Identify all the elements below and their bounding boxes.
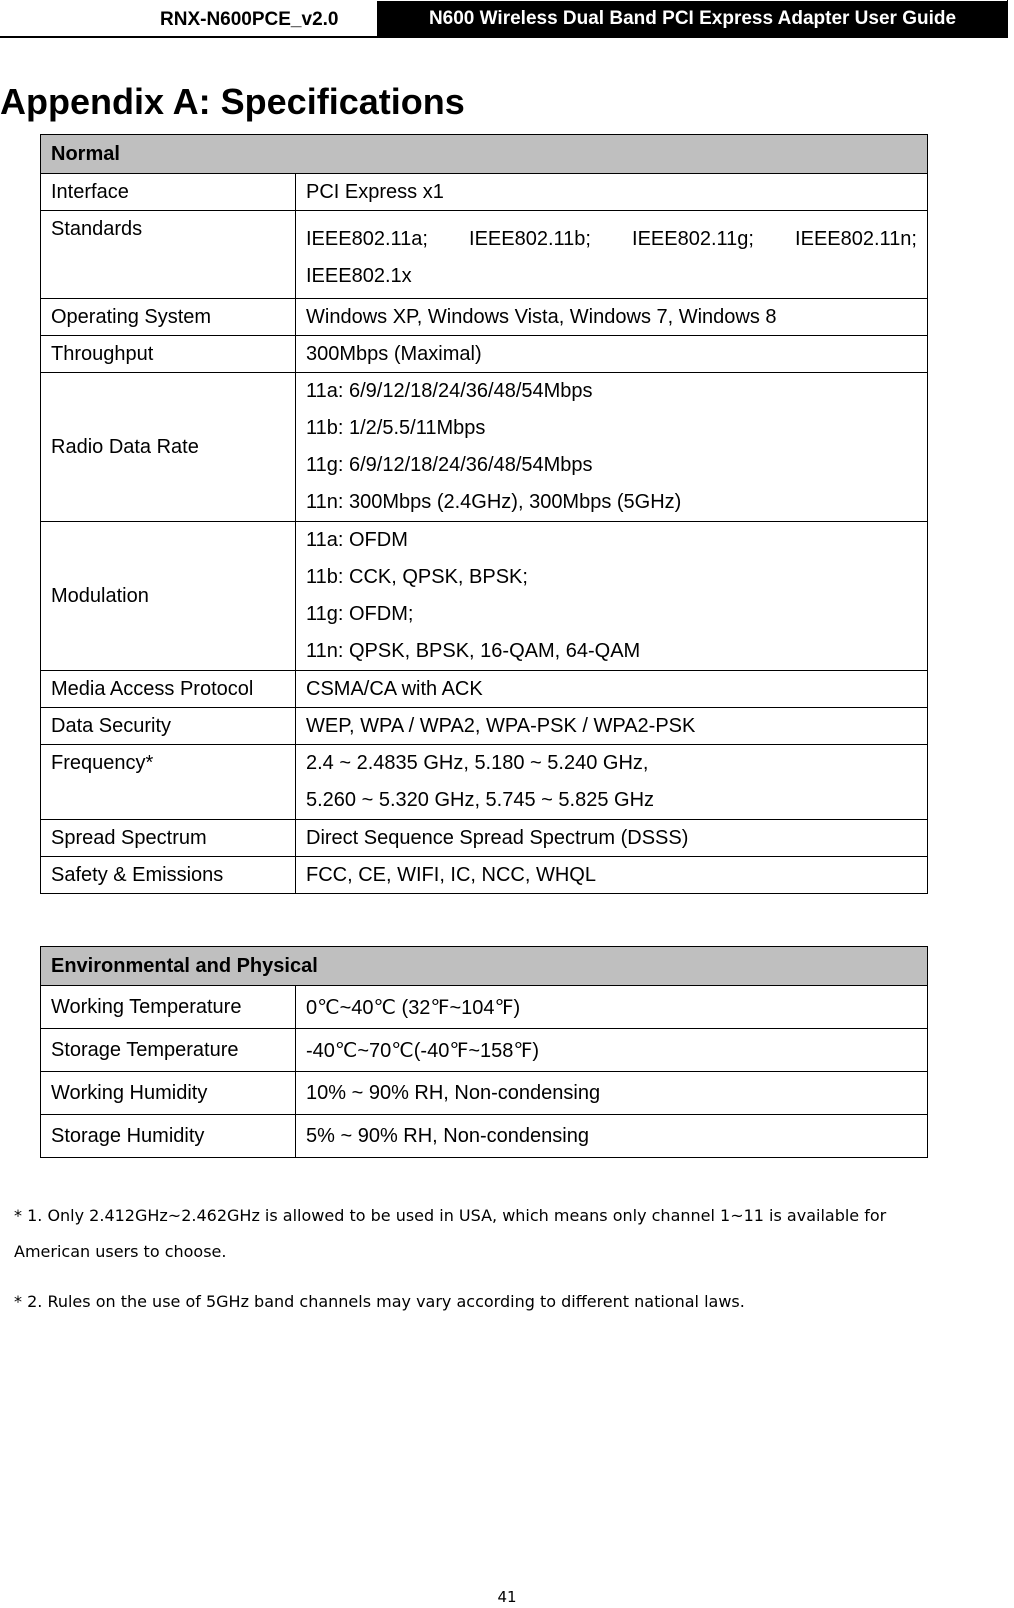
spread-value: Direct Sequence Spread Spectrum (DSSS) xyxy=(296,820,928,857)
env-label: Storage Humidity xyxy=(41,1115,296,1158)
env-label: Storage Temperature xyxy=(41,1029,296,1072)
safety-label: Safety & Emissions xyxy=(41,857,296,894)
footnote-2: * 2. Rules on the use of 5GHz band channels may vary according to different national laws. xyxy=(14,1292,745,1311)
frequency-label: Frequency* xyxy=(51,752,154,774)
environment-spec-table xyxy=(40,946,928,1158)
table-row xyxy=(41,373,928,522)
modulation-label: Modulation xyxy=(41,522,296,671)
table-row xyxy=(41,1072,928,1115)
env-value: 5% ~ 90% RH, Non-condensing xyxy=(296,1115,928,1158)
env-value: 10% ~ 90% RH, Non-condensing xyxy=(296,1072,928,1115)
env-value: 0℃~40℃ (32℉~104℉) xyxy=(296,986,928,1029)
radio-line-1: 11a: 6/9/12/18/24/36/48/54Mbps xyxy=(306,380,593,402)
header-title: N600 Wireless Dual Band PCI Express Adapter User Guide xyxy=(377,1,1008,37)
spread-label: Spread Spectrum xyxy=(41,820,296,857)
table-header-row xyxy=(41,947,928,986)
table-header-row xyxy=(41,135,928,174)
table-row xyxy=(41,299,928,336)
modulation-line-3: 11g: OFDM; xyxy=(306,603,414,625)
safety-value: FCC, CE, WIFI, IC, NCC, WHQL xyxy=(296,857,928,894)
table-row xyxy=(41,857,928,894)
radio-line-4: 11n: 300Mbps (2.4GHz), 300Mbps (5GHz) xyxy=(306,491,682,513)
table-row xyxy=(41,522,928,671)
footnotes xyxy=(14,1198,934,1320)
modulation-line-1: 11a: OFDM xyxy=(306,529,408,551)
env-label: Working Humidity xyxy=(41,1072,296,1115)
interface-label: Interface xyxy=(41,174,296,211)
interface-value: PCI Express x1 xyxy=(296,174,928,211)
page-header xyxy=(0,0,1014,38)
table-row xyxy=(41,820,928,857)
table-row xyxy=(41,1029,928,1072)
table-row xyxy=(41,211,928,299)
radio-value-cell xyxy=(296,373,928,522)
radio-line-2: 11b: 1/2/5.5/11Mbps xyxy=(306,417,486,439)
env-label: Working Temperature xyxy=(41,986,296,1029)
normal-heading: Normal xyxy=(41,135,928,174)
throughput-value: 300Mbps (Maximal) xyxy=(296,336,928,373)
standards-label: Standards xyxy=(51,218,143,240)
table-row xyxy=(41,1115,928,1158)
normal-spec-table xyxy=(40,134,928,894)
os-label: Operating System xyxy=(41,299,296,336)
throughput-label: Throughput xyxy=(41,336,296,373)
header-model: RNX-N600PCE_v2.0 xyxy=(160,9,339,30)
modulation-line-2: 11b: CCK, QPSK, BPSK; xyxy=(306,566,528,588)
map-value: CSMA/CA with ACK xyxy=(296,671,928,708)
standards-line-2: IEEE802.1x xyxy=(306,264,412,287)
radio-label: Radio Data Rate xyxy=(41,373,296,522)
header-rule xyxy=(0,36,1008,38)
standards-label-cell xyxy=(41,211,296,299)
os-value: Windows XP, Windows Vista, Windows 7, Windows 8 xyxy=(296,299,928,336)
table-row xyxy=(41,708,928,745)
table-row xyxy=(41,745,928,820)
page-number: 41 xyxy=(497,1588,517,1606)
frequency-value-cell xyxy=(296,745,928,820)
modulation-line-4: 11n: QPSK, BPSK, 16-QAM, 64-QAM xyxy=(306,640,641,662)
table-row xyxy=(41,336,928,373)
security-label: Data Security xyxy=(41,708,296,745)
page-title: Appendix A: Specifications xyxy=(0,81,465,122)
frequency-line-1: 2.4 ~ 2.4835 GHz, 5.180 ~ 5.240 GHz, xyxy=(306,752,649,774)
env-value: -40℃~70℃(-40℉~158℉) xyxy=(296,1029,928,1072)
standards-line-1: IEEE802.11a; IEEE802.11b; IEEE802.11g; IEEE802.11n; xyxy=(306,227,917,250)
radio-line-3: 11g: 6/9/12/18/24/36/48/54Mbps xyxy=(306,454,593,476)
frequency-line-2: 5.260 ~ 5.320 GHz, 5.745 ~ 5.825 GHz xyxy=(306,789,655,811)
table-row xyxy=(41,174,928,211)
table-row xyxy=(41,671,928,708)
header-tick xyxy=(1007,0,1008,10)
frequency-label-cell xyxy=(41,745,296,820)
footnote-1: * 1. Only 2.412GHz~2.462GHz is allowed to be used in USA, which means only channel 1~11 is available for American users to choose. xyxy=(14,1206,887,1261)
security-value: WEP, WPA / WPA2, WPA-PSK / WPA2-PSK xyxy=(296,708,928,745)
modulation-value-cell xyxy=(296,522,928,671)
standards-value-cell xyxy=(296,211,928,299)
env-heading: Environmental and Physical xyxy=(41,947,928,986)
map-label: Media Access Protocol xyxy=(41,671,296,708)
table-row xyxy=(41,986,928,1029)
